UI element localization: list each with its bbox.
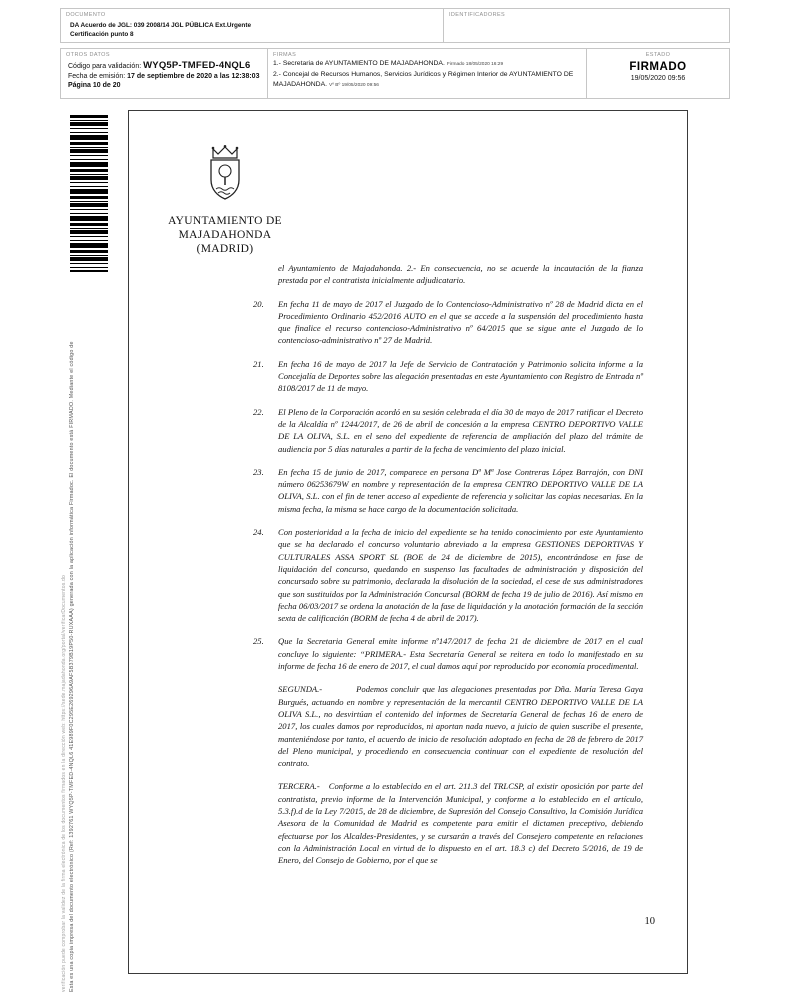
firmas-cell [268, 49, 587, 98]
documento-line1: DA Acuerdo de JGL: 039 2008/14 JGL PÚBLICA Ext.Urgente [70, 22, 252, 29]
fecha-label: Fecha de emisión: [68, 73, 126, 80]
paragraph-number: 25. [253, 636, 264, 647]
firma-2-timestamp: Vº Bº 19/05/2020 09:56 [329, 83, 379, 89]
paragraph-text: Que la Secretaria General emite informe nº147/2017 de fecha 21 de diciembre de 2017 en el cual concluye lo siguiente: “PRIMERA.- Esta Secretaría General se reitera en todo lo manifestado en su informe de fecha 16 de enero de 2017, el cual damos aquí por reproducido por economía procedimental. [278, 636, 643, 672]
org-name-line3: (MADRID) [196, 243, 254, 256]
header-row-documento [60, 8, 730, 43]
segunda-heading: SEGUNDA.- [278, 684, 323, 695]
paragraph-text: En fecha 11 de mayo de 2017 el Juzgado de lo Contencioso-Administrativo nº 28 de Madrid dicta en el Procedimiento Ordinario 452/2016 AUTO en el que se accede a la suspensión del procedimiento hasta que finalice el recurso contencioso-Administrativo nº 64/2015 que se sigue ante el Juzgado de lo contencioso-administrativo nº 27 de Madrid. [278, 298, 643, 346]
documento-label: DOCUMENTO [66, 12, 106, 18]
numbered-paragraph-25 [253, 635, 643, 672]
documento-line2: Certificación punto 8 [70, 31, 134, 39]
numbered-paragraph-22 [253, 406, 643, 455]
otros-datos-cell [61, 49, 268, 98]
tercera-heading: TERCERA.- [278, 781, 320, 792]
paragraph-text [278, 683, 643, 769]
firmas-label: FIRMAS [273, 52, 297, 58]
document-body [253, 262, 643, 877]
tercera-text: Conforme a lo establecido en el art. 211.3 del TRLCSP, al existir oposición por parte del contratista, previo informe de la Intervención Municipal, y conforme a lo establecido en el artículo, 5.3.f).d de la Ley 7/2015, de 28 de diciembre, de Supresión del Consejo Consultivo, la Comisión Jurídica Asesora de la Comunidad de Madrid es competente para emitir el dictamen preceptivo, debiendo efectuarse por los Alcaldes-Presidentes, y se cursarán a través del Consejero competente en relaciones con la Administración Local en virtud de lo dispuesto en el art. 18.3 c) del Decreto 5/2016, de 19 de Enero, del Consejo de Gobierno, por el que se [278, 781, 643, 866]
tercera-paragraph [253, 780, 643, 866]
segunda-text: Podemos concluir que las alegaciones presentadas por Dña. María Teresa Gaya Burgués, actuando en nombre y representación de la mercantil CENTRO DEPORTIVO VALLE DE LA OLIVA S.L., no desvirtúan el contenido del informes de Secretaría General de fechas 16 de enero de 2017, los cuales damos por reproducidos, ni aportan nada nuevo, a juicio de quien suscribe el presente, manteniéndose por tanto, el acuerdo de inicio de resolución adoptado en fecha de 28 de febrero de 2017 del Pleno municipal, y procediendo en consecuencia continuar con el expediente de resolución del contrato. [278, 684, 643, 769]
firma-1-text: 1.- Secretaria de AYUNTAMIENTO DE MAJADAHONDA. [273, 60, 445, 67]
paragraph-text [278, 780, 643, 866]
estado-cell [587, 49, 729, 98]
numbered-paragraph-20 [253, 298, 643, 347]
paragraph-number: 23. [253, 466, 264, 477]
intro-text: el Ayuntamiento de Majadahonda. 2.- En consecuencia, no se acuerde la incautación de la fianza prestada por el contratista inicialmente adjudicatario. [278, 263, 643, 286]
firma-1 [273, 59, 581, 69]
org-name-line2: MAJADAHONDA [178, 229, 272, 242]
segunda-paragraph [253, 683, 643, 769]
verification-text-line2: verificación puede comprobar la validez de la firma electrónica de los documentos firmados en la dirección web: https://sede.majadahonda.org/portal/verificarDocumentos.do [61, 575, 67, 992]
paragraph-number: 21. [253, 358, 264, 369]
paragraph-text: Con posterioridad a la fecha de inicio del expediente se ha tenido conocimiento por este Ayuntamiento que se ha declarado el concurso voluntario abreviado a la empresa GESTIONES DEPORTIVAS Y CULTURALES ASSA SPORT SL (BOE de 24 de diciembre de 2015), encontrándose en fase de liquidación del concurso, quedando en suspenso las facultades de administración y disposición del concursado sobre su patrimonio, declarada la disolución de la sociedad, el cese de sus administradores que son sustituidos por la Administración Concursal (BORM de fecha 19 de julio de 2016). Así mismo en fecha 06/03/2017 se ordena la anotación de la fase de liquidación y la anotación formación de la sección sexta de calificación (BORM de fecha 4 de abril de 2017). [278, 527, 643, 624]
paragraph-number: 22. [253, 406, 264, 417]
identificadores-label: IDENTIFICADORES [449, 12, 506, 18]
paragraph-text: En fecha 16 de mayo de 2017 la Jefe de Servicio de Contratación y Patrimonio solicita informe a la Concejalía de Deportes sobre las alegación presentadas en este Ayuntamiento con Registro de Entrada nº 8108/2017 de 11 de mayo. [278, 358, 643, 394]
crest-block [150, 144, 300, 256]
page-number: 10 [644, 916, 655, 927]
codigo-validacion [68, 60, 262, 71]
firma-2 [273, 70, 581, 90]
estado-fecha: 19/05/2020 09:56 [630, 75, 686, 82]
verification-text-line1: Esta es una copia impresa del documento electrónico (Ref: 1392761 WYQ5P-TMFED-4NQL6 41E989F0C295E269296A9AF5B379B19P50-RUXAAA) generada con la aplicación informática Firmadoc. El documento está FIRMADO. Mediante el código de [69, 341, 75, 992]
org-name-line1: AYUNTAMIENTO DE [168, 215, 282, 227]
fecha-value: 17 de septiembre de 2020 a las 12:38:03 [127, 73, 260, 80]
documento-cell [61, 9, 444, 42]
coat-of-arms-icon [204, 144, 246, 204]
fecha-emision [68, 73, 262, 80]
numbered-paragraph-21 [253, 358, 643, 395]
firma-2-text: 2.- Concejal de Recursos Humanos, Servicios Jurídicos y Régimen Interior de AYUNTAMIENTO DE MAJADAHONDA. [273, 71, 574, 89]
pagina-indicator [68, 82, 262, 89]
header-row-otros-datos [60, 48, 730, 99]
otros-datos-label: OTROS DATOS [66, 52, 110, 58]
barcode [70, 115, 108, 272]
estado-label: ESTADO [645, 52, 671, 58]
paragraph-text: En fecha 15 de junio de 2017, comparece en persona Dª Mª Jose Contreras López Barrajón, con DNI número 06253679W en nombre y representación de la empresa CENTRO DEPORTIVO VALLE DE LA OLIVA, S.L. con el fin de tener acceso al expediente de referencia y solicitar las copias necesarias. En la misma fecha, la misma se hace cargo de la documentación solicitada. [278, 466, 643, 514]
estado-value: FIRMADO [629, 61, 687, 73]
org-name [150, 214, 300, 256]
codigo-value: WYQ5P-TMFED-4NQL6 [143, 60, 251, 71]
intro-paragraph [253, 262, 643, 287]
numbered-paragraph-24 [253, 526, 643, 624]
firma-1-timestamp: Firmado 18/05/2020 16:29 [446, 62, 504, 67]
paragraph-text: El Pleno de la Corporación acordó en su sesión celebrada el día 30 de mayo de 2017 ratificar el Decreto de la Alcaldía nº 1244/2017, de 26 de abril de concesión a la empresa CENTRO DEPORTIVO VALLE DE LA OLIVA, S.L. en el seno del expediente de referencia de ampliación del plazo del trámite de audiencia por 5 días naturales a partir de la fecha de vencimiento del plazo inicial. [278, 406, 643, 454]
pagina-value: Página 10 de 20 [68, 82, 121, 89]
codigo-label: Código para validación: [68, 63, 142, 70]
numbered-paragraph-23 [253, 466, 643, 515]
identificadores-cell [444, 9, 729, 42]
paragraph-number: 24. [253, 527, 264, 538]
paragraph-number: 20. [253, 298, 264, 309]
